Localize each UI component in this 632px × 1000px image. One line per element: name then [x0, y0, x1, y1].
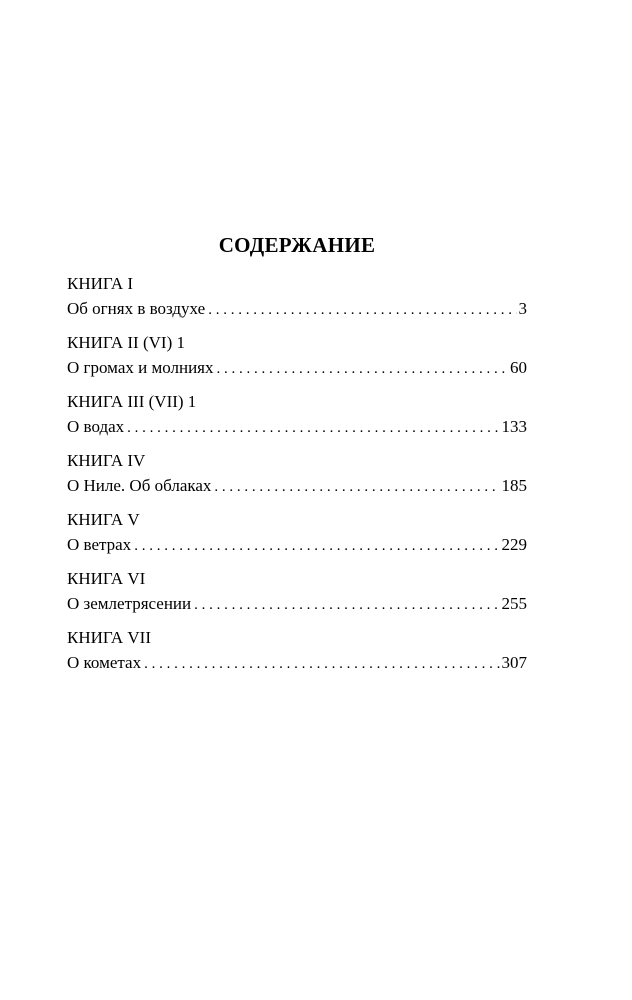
- page-number: 307: [501, 653, 527, 672]
- book-heading: КНИГА VII: [67, 628, 151, 647]
- entry-title: О землетрясении: [67, 594, 192, 613]
- page-number: 133: [501, 417, 527, 436]
- dot-leader: [134, 534, 499, 559]
- toc-entry: [67, 296, 527, 323]
- toc-entry: [67, 650, 527, 677]
- toc-book-4: [67, 449, 527, 500]
- toc-book-5: [67, 508, 527, 559]
- entry-title: О ветрах: [67, 535, 132, 554]
- book-heading: КНИГА VI: [67, 569, 146, 588]
- page-number: 229: [501, 535, 527, 554]
- toc-book-1: [67, 272, 527, 323]
- page-title: СОДЕРЖАНИЕ: [218, 233, 376, 257]
- dot-leader: [217, 357, 509, 382]
- toc-entry: [67, 355, 527, 382]
- book-heading: КНИГА III (VII) 1: [67, 392, 197, 411]
- toc-entry: [67, 473, 527, 500]
- book-heading: КНИГА IV: [67, 451, 146, 470]
- toc-book-6: [67, 567, 527, 618]
- toc-entry: [67, 414, 527, 441]
- toc-book-2: [67, 331, 527, 382]
- toc-book-3: [67, 390, 527, 441]
- page-number: 185: [501, 476, 527, 495]
- page-number: 255: [501, 594, 527, 613]
- toc-book-7: [67, 626, 527, 677]
- toc-entry: [67, 591, 527, 618]
- entry-title: О Ниле. Об облаках: [67, 476, 212, 495]
- dot-leader: [144, 652, 499, 677]
- entry-title: Об огнях в воздухе: [67, 299, 206, 318]
- dot-leader: [194, 593, 499, 618]
- toc-entry: [67, 532, 527, 559]
- page-number: 3: [518, 299, 527, 318]
- dot-leader: [208, 298, 516, 323]
- dot-leader: [214, 475, 499, 500]
- page-number: 60: [510, 358, 527, 377]
- dot-leader: [127, 416, 499, 441]
- book-heading: КНИГА I: [67, 274, 134, 293]
- book-heading: КНИГА II (VI) 1: [67, 333, 185, 352]
- entry-title: О громах и молниях: [67, 358, 214, 377]
- entry-title: О водах: [67, 417, 125, 436]
- entry-title: О кометах: [67, 653, 142, 672]
- table-of-contents: [67, 232, 527, 685]
- book-heading: КНИГА V: [67, 510, 140, 529]
